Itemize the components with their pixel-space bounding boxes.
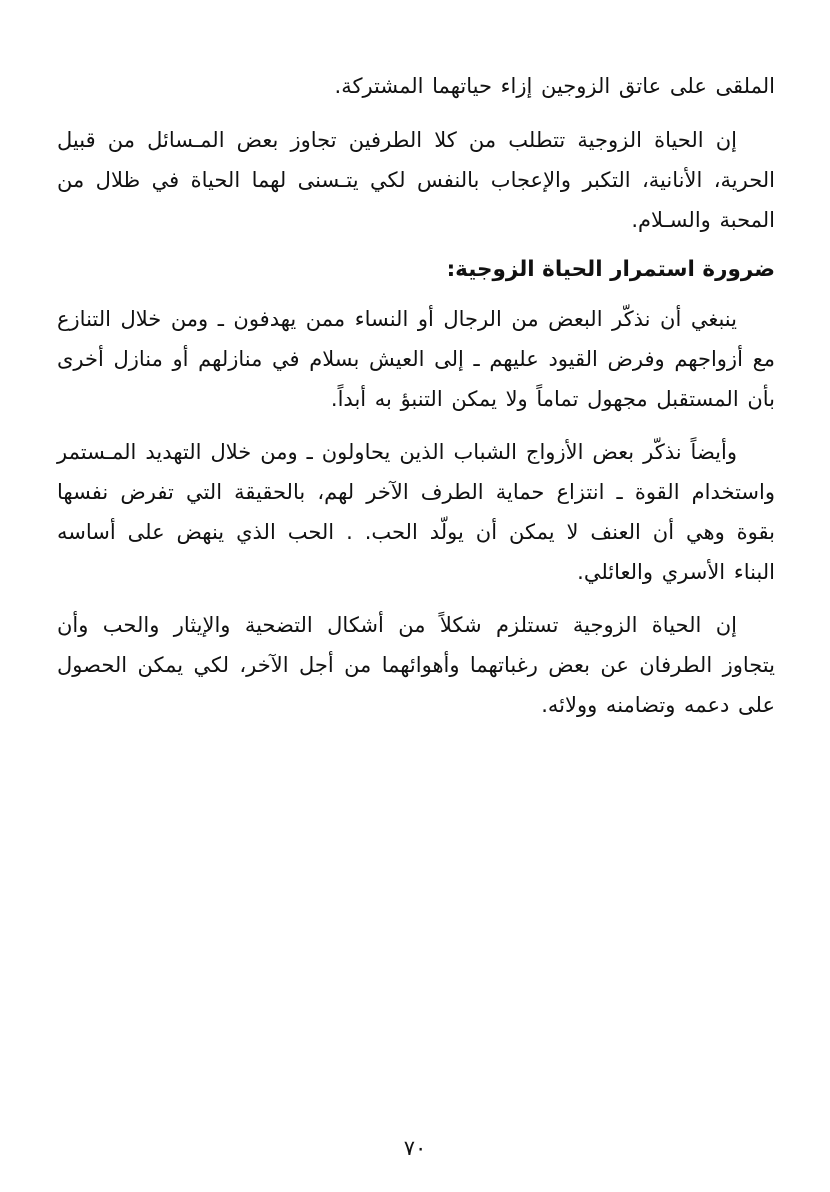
paragraph-sacrifice-and-love: إن الحياة الزوجية تستلزم شكلاً من أشكال التضحية والإيثار والحب وأن يتجاوز الطرفان عن بعض رغباتهما وأهوائهما من أجل الآخر، لكي يمكن الحصول على دعمه وتضامنه وولائه. [57,613,775,717]
section-heading-necessity-of-continuing-marital-life: ضرورة استمرار الحياة الزوجية: [446,257,775,282]
paragraph-reminder-men-women: ينبغي أن نذكّر البعض من الرجال أو النساء ممن يهدفون ـ ومن خلال التنازع مع أزواجهم وفرض القيود عليهم ـ إلى العيش بسلام في منازلهم أو منازل أخرى بأن المستقبل مجهول تماماً ولا يمكن التنبؤ به أبداً. [57,307,775,411]
paragraph-marital-life-demands: إن الحياة الزوجية تتطلب من كلا الطرفين تجاوز بعض المـسائل من قبيل الحرية، الأنانية، التكبر والإعجاب بالنفس لكي يتـسنى لهما الحياة في ظلال من المحبة والسـلام. [57,128,775,232]
paragraph-young-couples-violence: وأيضاً نذكّر بعض الأزواج الشباب الذين يحاولون ـ ومن خلال التهديد المـستمر واستخدام القوة ـ انتزاع حماية الطرف الآخر لهم، بالحقيقة التي تفرض نفسها بقوة وهي أن العنف لا يمكن أن يولّد الحب. . الحب الذي ينهض على أساسه البناء الأسري والعائلي. [57,440,775,584]
paragraph-continuation: الملقى على عاتق الزوجين إزاء حياتهما المشتركة. [334,74,775,98]
text-block [57,66,775,738]
page-number: ٧٠ [403,1136,427,1160]
